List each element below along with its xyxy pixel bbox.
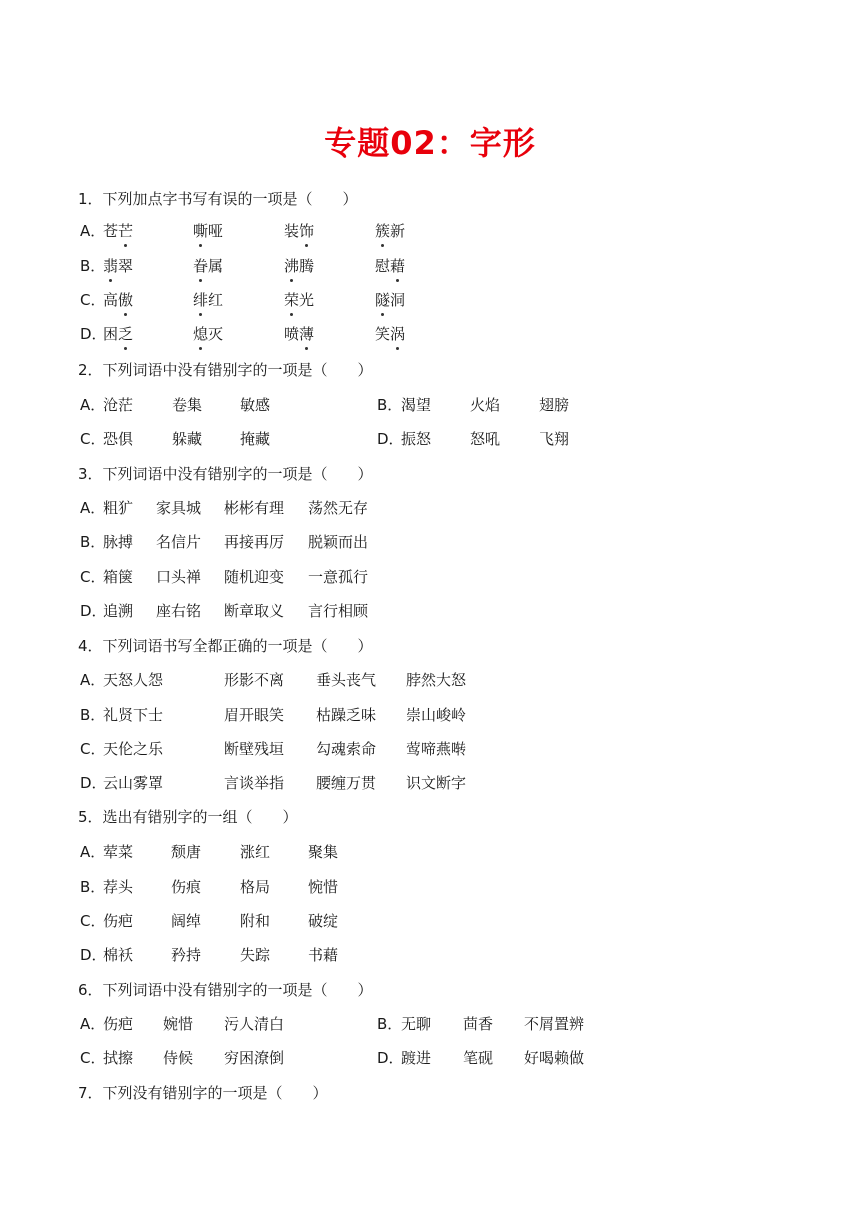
option-word: 荡然无存 [308,499,369,517]
option-word: 污人清白 [224,1015,285,1033]
option-word: 穷困潦倒 [224,1049,285,1067]
option-label: A． [80,499,106,517]
option-label: D． [377,1049,404,1067]
option-word: 婉惜 [163,1015,194,1033]
option-word [284,255,314,277]
option-word: 无聊 [401,1015,432,1033]
option-word: 礼贤下士 [103,706,164,724]
option-word: 附和 [240,912,271,930]
emphasis-dot [199,347,202,350]
option-word: 识文断字 [406,774,467,792]
option-word: 再接再厉 [224,533,285,551]
option-row [0,738,860,760]
word-char: 困 [103,325,119,343]
option-word: 矜持 [171,946,202,964]
option-word [375,289,405,311]
word-char: 哑 [208,222,224,240]
word-char: 光 [299,291,315,309]
option-word [193,323,223,345]
option-row [0,428,860,450]
word-char: 腾 [299,257,315,275]
question-stem: 1．下列加点字书写有误的一项是（ ） [78,190,358,208]
option-word: 涨红 [240,843,271,861]
option-word: 口头禅 [156,568,202,586]
emphasis-dot [109,279,112,282]
word-char: 翠 [118,257,134,275]
option-word: 随机迎变 [224,568,285,586]
option-row [0,704,860,726]
option-word: 茴香 [463,1015,494,1033]
option-row [0,669,860,691]
option-row [0,323,860,345]
option-word: 言谈举指 [224,774,285,792]
option-word: 拭擦 [103,1049,134,1067]
page-title-text: 专题02：字形 [324,124,536,162]
option-label: C． [80,568,106,586]
word-char: 喷 [284,325,300,343]
option-word: 怒吼 [470,430,501,448]
option-word: 崇山峻岭 [406,706,467,724]
word-char: 芒 [118,220,133,242]
option-label: B． [80,257,106,275]
option-label: B． [377,1015,403,1033]
option-row [0,1047,860,1069]
option-label: D． [377,430,404,448]
option-word: 天怒人怨 [103,671,164,689]
option-word: 飞翔 [539,430,570,448]
option-row [0,841,860,863]
option-word: 格局 [240,878,271,896]
option-word: 莺啼燕啭 [406,740,467,758]
option-word: 腰缠万贯 [316,774,377,792]
option-word: 聚集 [308,843,339,861]
option-word [284,289,314,311]
option-word: 荐头 [103,878,134,896]
page-title [0,118,860,164]
option-row [0,289,860,311]
option-label: B． [377,396,403,414]
emphasis-dot [305,244,308,247]
word-char: 笑 [375,325,391,343]
option-word: 言行相顾 [308,602,369,620]
word-char: 藉 [390,255,405,277]
word-char: 乏 [118,323,133,345]
emphasis-dot [124,347,127,350]
word-char: 装 [284,222,300,240]
emphasis-dot [199,244,202,247]
option-word [375,323,405,345]
option-word: 形影不离 [224,671,285,689]
option-word: 沧茫 [103,396,134,414]
word-char: 新 [390,222,406,240]
option-word: 伤疤 [103,912,134,930]
word-char: 红 [208,291,224,309]
question-stem: 4．下列词语书写全都正确的一项是（ ） [78,637,373,655]
option-word: 恐俱 [103,430,134,448]
question-stem: 7．下列没有错别字的一项是（ ） [78,1084,328,1102]
option-label: C． [80,1049,106,1067]
word-char: 高 [103,291,119,309]
option-word: 棉袄 [103,946,134,964]
option-row [0,876,860,898]
option-label: B． [80,878,106,896]
option-word: 荤菜 [103,843,134,861]
option-row [0,394,860,416]
option-label: B． [80,533,106,551]
word-char: 饰 [299,220,314,242]
option-word: 不屑置辨 [524,1015,585,1033]
word-char: 眷 [193,255,208,277]
option-word [375,255,405,277]
option-word: 眉开眼笑 [224,706,285,724]
option-row [0,566,860,588]
word-char: 薄 [299,323,314,345]
emphasis-dot [381,244,384,247]
option-word: 断章取义 [224,602,285,620]
option-label: C． [80,430,106,448]
option-row [0,600,860,622]
option-word: 追溯 [103,602,134,620]
option-word [193,255,223,277]
option-word: 勾魂索命 [316,740,377,758]
word-char: 苍 [103,222,119,240]
word-char: 簇 [375,220,390,242]
emphasis-dot [396,279,399,282]
word-char: 属 [208,257,224,275]
emphasis-dot [124,313,127,316]
word-char: 荣 [284,289,299,311]
option-word: 断壁残垣 [224,740,285,758]
option-word: 脱颖而出 [308,533,369,551]
option-row [0,772,860,794]
option-word: 伤疤 [103,1015,134,1033]
emphasis-dot [381,313,384,316]
option-word: 箱箧 [103,568,134,586]
question-stem: 2．下列词语中没有错别字的一项是（ ） [78,361,373,379]
word-char: 涡 [390,323,405,345]
option-word: 渴望 [401,396,432,414]
option-word: 天伦之乐 [103,740,164,758]
option-word [284,220,314,242]
option-row [0,497,860,519]
option-word [375,220,405,242]
option-word: 失踪 [240,946,271,964]
option-label: A． [80,396,106,414]
option-word: 敏感 [240,396,271,414]
word-char: 沸 [284,255,299,277]
option-word: 脉搏 [103,533,134,551]
option-word: 一意孤行 [308,568,369,586]
option-word: 掩藏 [240,430,271,448]
option-label: C． [80,912,106,930]
word-char: 绯 [193,289,208,311]
option-row [0,255,860,277]
option-word: 书藉 [308,946,339,964]
option-word: 座右铭 [156,602,202,620]
option-label: D． [80,325,107,343]
option-word [103,323,133,345]
option-word: 火焰 [470,396,501,414]
word-char: 嘶 [193,220,208,242]
option-word: 家具城 [156,499,202,517]
option-word: 粗犷 [103,499,134,517]
option-word: 名信片 [156,533,202,551]
option-label: B． [80,706,106,724]
option-word: 云山雾罩 [103,774,164,792]
option-label: D． [80,946,107,964]
option-word: 翅膀 [539,396,570,414]
option-word [103,289,133,311]
option-row [0,220,860,242]
option-row [0,1013,860,1035]
option-word: 脖然大怒 [406,671,467,689]
option-word: 破绽 [308,912,339,930]
word-char: 灭 [208,325,224,343]
option-word: 垂头丧气 [316,671,377,689]
option-word [284,323,314,345]
word-char: 翡 [103,255,118,277]
word-char: 隧 [375,289,390,311]
option-label: A． [80,1015,106,1033]
option-word: 枯躁乏味 [316,706,377,724]
option-word: 躲藏 [172,430,203,448]
question-stem: 3．下列词语中没有错别字的一项是（ ） [78,465,373,483]
option-row [0,944,860,966]
option-row [0,531,860,553]
emphasis-dot [199,313,202,316]
option-label: D． [80,602,107,620]
option-word: 卷集 [172,396,203,414]
emphasis-dot [305,347,308,350]
option-label: A． [80,843,106,861]
question-stem: 6．下列词语中没有错别字的一项是（ ） [78,981,373,999]
option-word: 踱进 [401,1049,432,1067]
option-row [0,910,860,932]
option-word [193,289,223,311]
option-word: 彬彬有理 [224,499,285,517]
option-word [103,255,133,277]
emphasis-dot [124,244,127,247]
option-word: 侍候 [163,1049,194,1067]
option-word: 惋惜 [308,878,339,896]
option-word: 颓唐 [171,843,202,861]
option-label: C． [80,291,106,309]
option-label: A． [80,222,106,240]
word-char: 熄 [193,323,208,345]
option-label: A． [80,671,106,689]
option-word: 好喝赖做 [524,1049,585,1067]
option-word: 振怒 [401,430,432,448]
emphasis-dot [396,347,399,350]
option-label: C． [80,740,106,758]
word-char: 洞 [390,291,406,309]
question-stem: 5．选出有错别字的一组（ ） [78,808,298,826]
emphasis-dot [290,279,293,282]
word-char: 傲 [118,289,133,311]
emphasis-dot [199,279,202,282]
option-label: D． [80,774,107,792]
option-word: 笔砚 [463,1049,494,1067]
option-word [193,220,223,242]
emphasis-dot [290,313,293,316]
word-char: 慰 [375,257,391,275]
option-word: 阔绰 [171,912,202,930]
option-word: 伤痕 [171,878,202,896]
option-word [103,220,133,242]
